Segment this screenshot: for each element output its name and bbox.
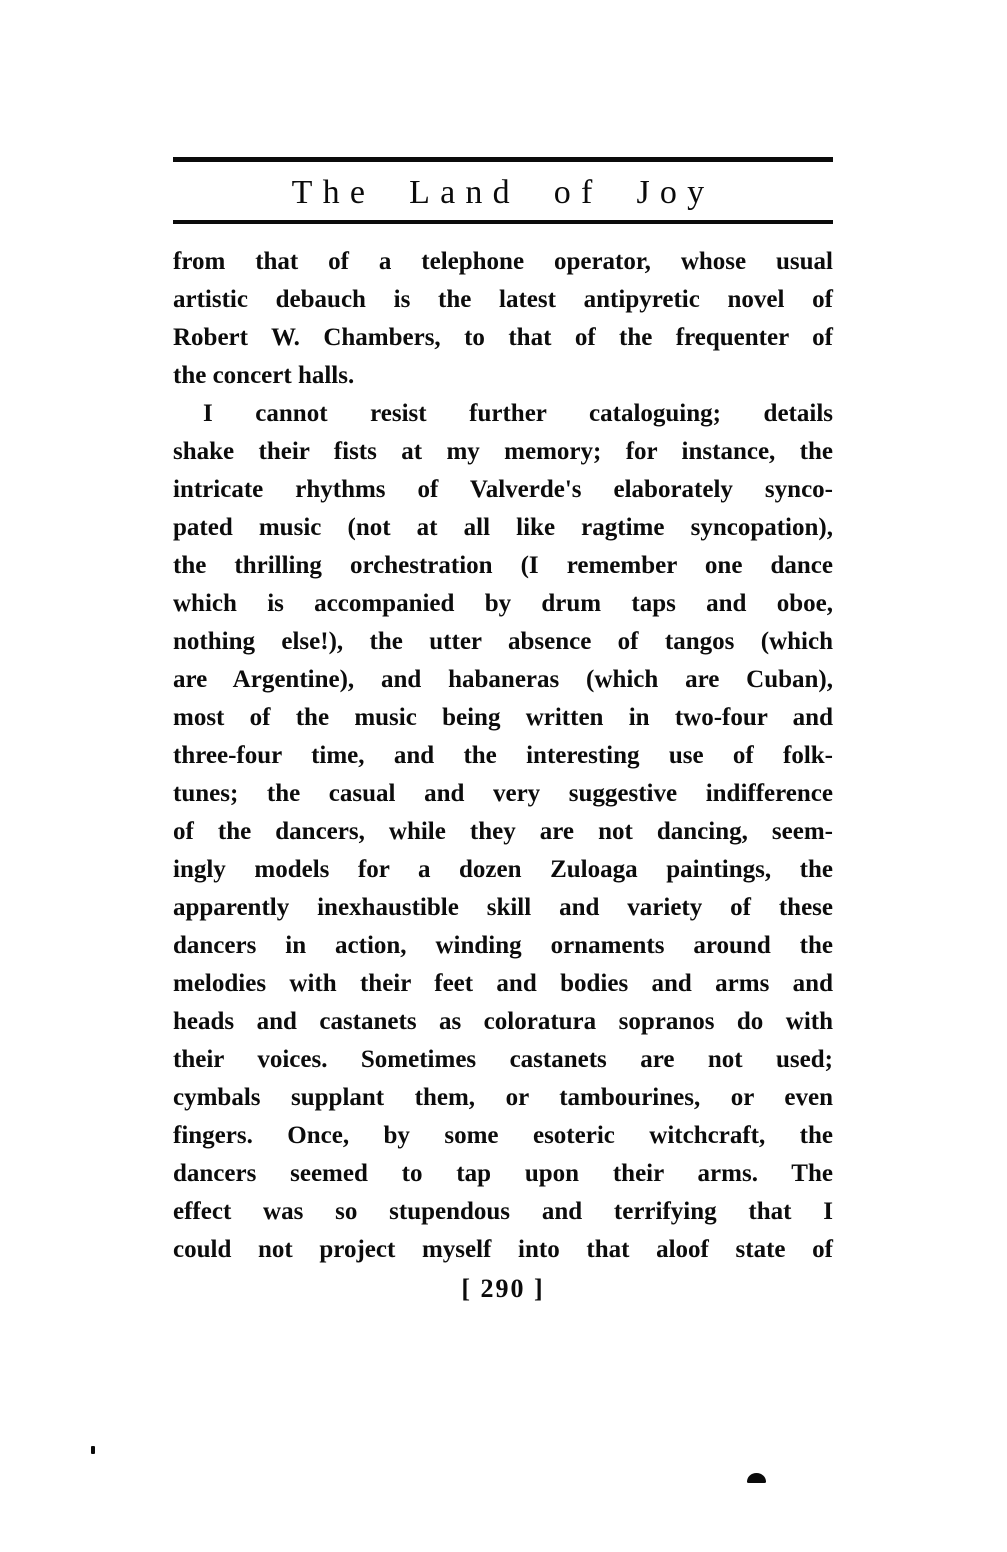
text-line: pated music (not at all like ragtime syncopation), [173, 514, 833, 541]
text-line: Robert W. Chambers, to that of the frequenter of [173, 324, 833, 351]
ink-speck [91, 1446, 95, 1454]
text-line: intricate rhythms of Valverde's elaborately synco- [173, 476, 833, 503]
paragraph [173, 243, 833, 395]
text-line: heads and castanets as coloratura sopranos do with [173, 1008, 833, 1035]
text-line: dancers in action, winding ornaments around the [173, 932, 833, 959]
text-line: three-four time, and the interesting use of folk- [173, 742, 833, 769]
text-line: shake their fists at my memory; for instance, the [173, 438, 833, 465]
text-line: effect was so stupendous and terrifying that I [173, 1198, 833, 1225]
text-line: nothing else!), the utter absence of tangos (which [173, 628, 833, 655]
text-line: cymbals supplant them, or tambourines, or even [173, 1084, 833, 1111]
body-text [173, 243, 833, 1269]
header-rule-bottom [173, 220, 833, 224]
text-line: dancers seemed to tap upon their arms. The [173, 1160, 833, 1187]
text-line: could not project myself into that aloof state of [173, 1236, 833, 1263]
page-title: The Land of Joy [291, 174, 715, 211]
paragraph [173, 395, 833, 1269]
text-line: ingly models for a dozen Zuloaga paintings, the [173, 856, 833, 883]
running-head [173, 157, 833, 224]
text-line: tunes; the casual and very suggestive indifference [173, 780, 833, 807]
text-line: are Argentine), and habaneras (which are Cuban), [173, 666, 833, 693]
text-line: their voices. Sometimes castanets are not used; [173, 1046, 833, 1073]
text-line: fingers. Once, by some esoteric witchcraft, the [173, 1122, 833, 1149]
text-line: I cannot resist further cataloguing; details [203, 400, 833, 427]
text-line: most of the music being written in two-four and [173, 704, 833, 731]
ink-speck [747, 1473, 766, 1483]
text-line: apparently inexhaustible skill and variety of these [173, 894, 833, 921]
text-line: artistic debauch is the latest antipyretic novel of [173, 286, 833, 313]
text-line: which is accompanied by drum taps and oboe, [173, 590, 833, 617]
text-line: the concert halls. [173, 362, 355, 389]
text-line: of the dancers, while they are not dancing, seem- [173, 818, 833, 845]
text-line: from that of a telephone operator, whose usual [173, 248, 833, 275]
text-line: melodies with their feet and bodies and arms and [173, 970, 833, 997]
text-line: the thrilling orchestration (I remember one dance [173, 552, 833, 579]
page-number: [ 290 ] [461, 1274, 545, 1303]
